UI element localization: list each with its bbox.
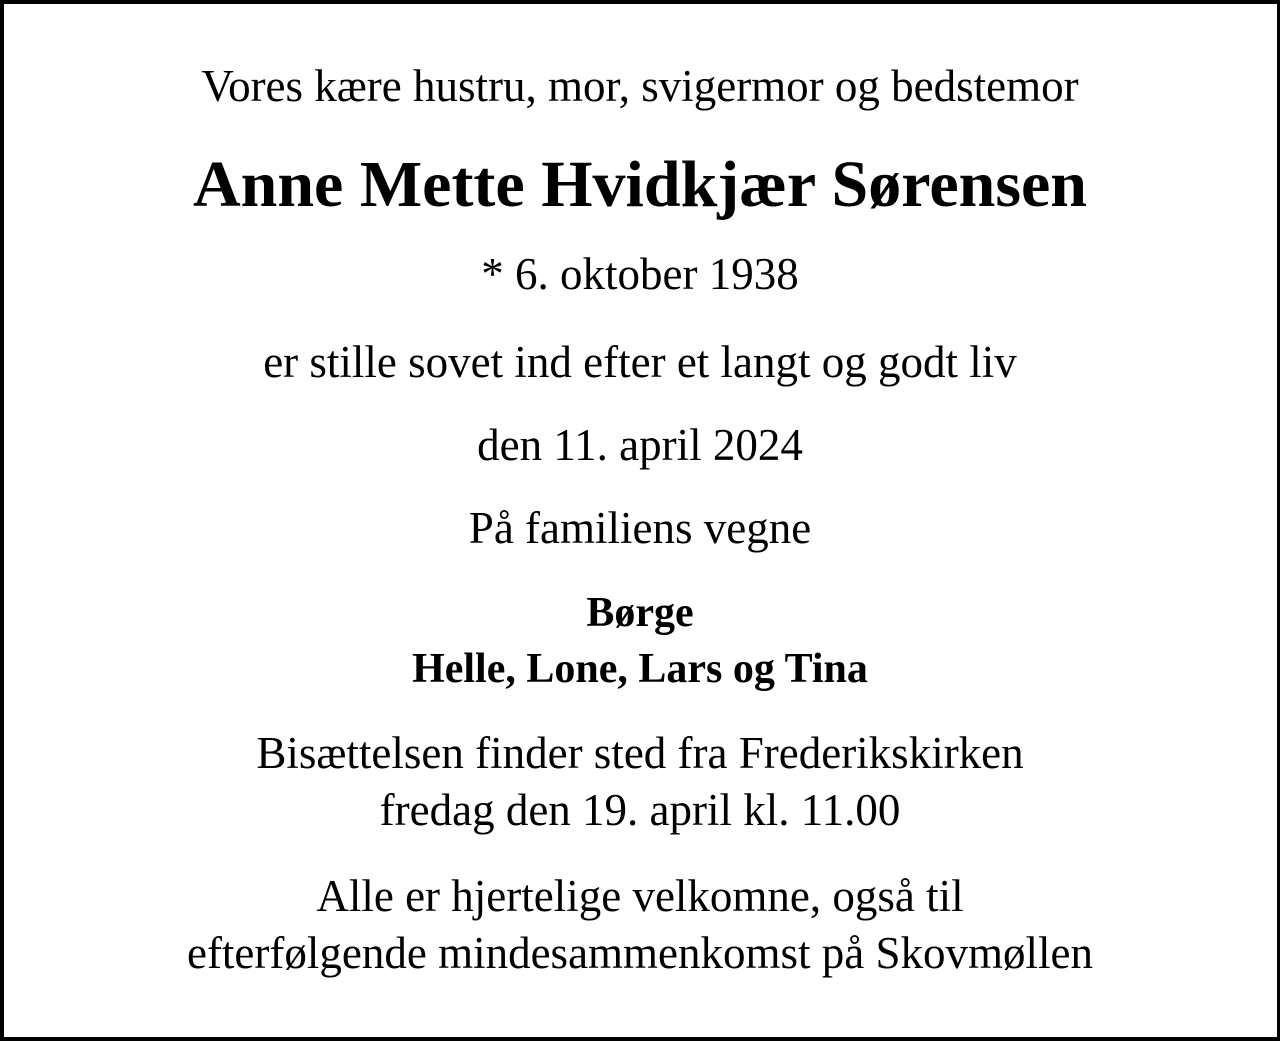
funeral-location: Bisættelsen finder sted fra Frederikskirken bbox=[256, 728, 1024, 778]
signature-spouse: Børge bbox=[586, 590, 694, 636]
passing-text: er stille sovet ind efter et langt og godt liv bbox=[263, 337, 1017, 387]
intro-text: Vores kære hustru, mor, svigermor og bedstemor bbox=[201, 61, 1079, 111]
death-date: den 11. april 2024 bbox=[477, 420, 803, 470]
gathering-text: efterfølgende mindesammenkomst på Skovmøllen bbox=[186, 928, 1094, 978]
on-behalf-text: På familiens vegne bbox=[468, 503, 812, 553]
funeral-time: fredag den 19. april kl. 11.00 bbox=[379, 785, 901, 835]
signature-children: Helle, Lone, Lars og Tina bbox=[412, 646, 868, 692]
deceased-name: Anne Mette Hvidkjær Sørensen bbox=[192, 148, 1088, 221]
birth-date: * 6. oktober 1938 bbox=[481, 249, 799, 299]
welcome-text: Alle er hjertelige velkomne, også til bbox=[316, 871, 964, 921]
